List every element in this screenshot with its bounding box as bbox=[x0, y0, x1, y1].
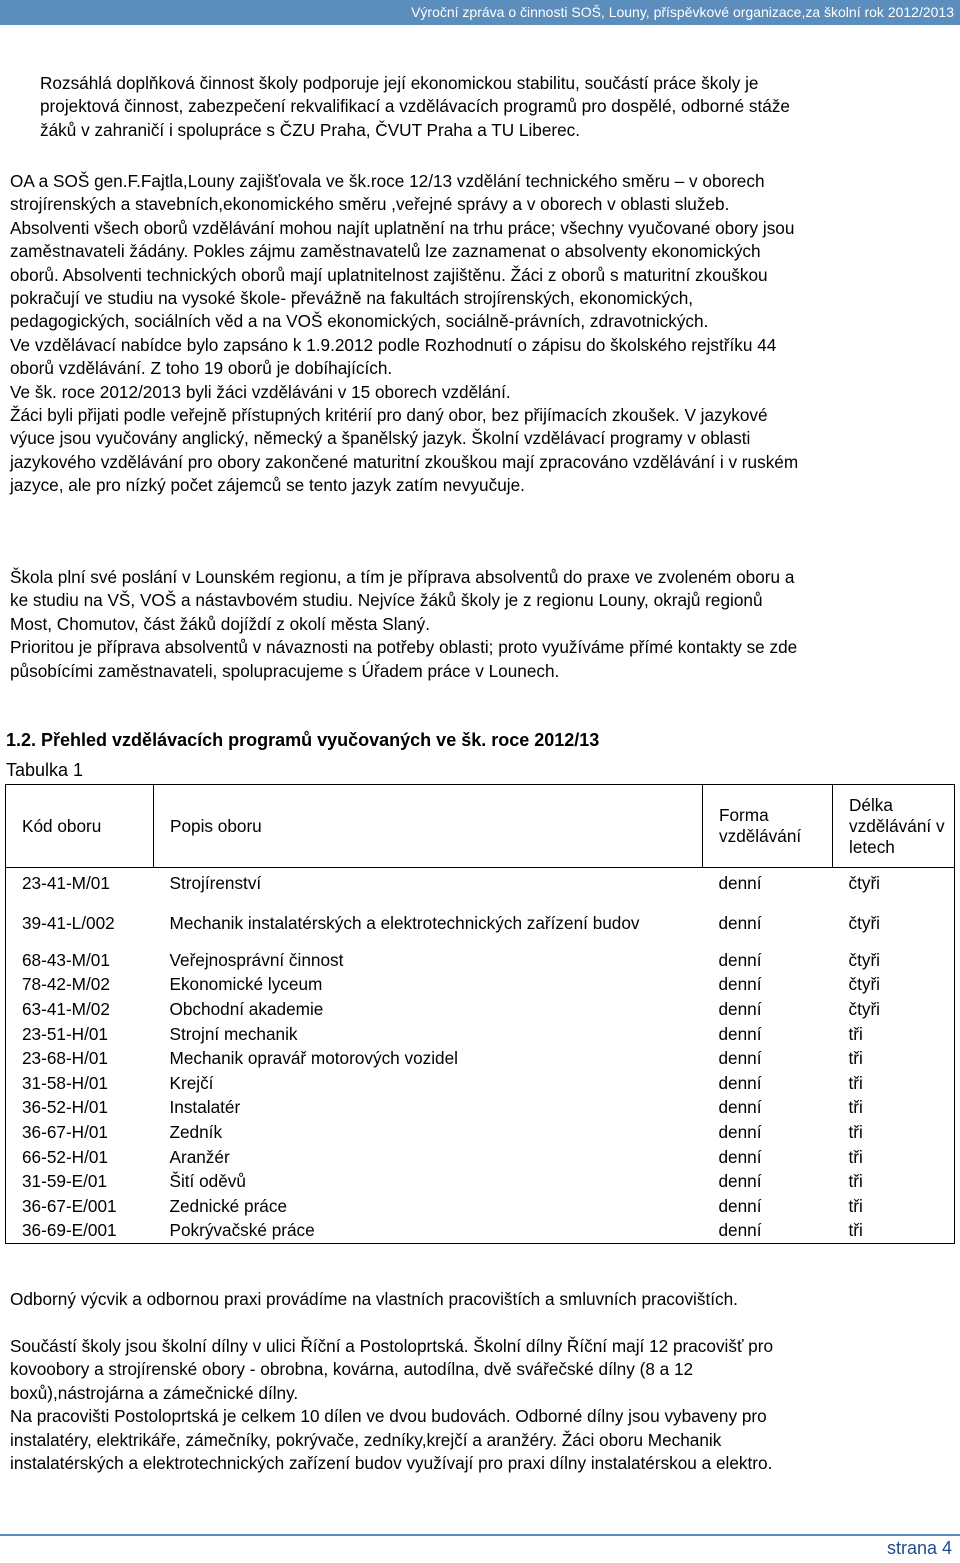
cell-code: 36-69-E/001 bbox=[6, 1219, 154, 1244]
intro-paragraph bbox=[40, 72, 950, 142]
cell-code: 78-42-M/02 bbox=[6, 973, 154, 998]
cell-length: tři bbox=[833, 1096, 955, 1121]
text-line: Absolventi všech oborů vzdělávání mohou najít uplatnění na trhu práce; všechny vyučované obory jsou bbox=[10, 217, 795, 238]
cell-description: Krejčí bbox=[169, 1072, 214, 1093]
cell-code: 68-43-M/01 bbox=[6, 948, 154, 973]
table-row bbox=[6, 973, 955, 998]
cell-length: tři bbox=[833, 1194, 955, 1219]
page-number: strana 4 bbox=[886, 1538, 952, 1558]
text-line: pedagogických, sociálních věd a na VOŠ ekonomických, sociálně-právních, zdravotnických. bbox=[10, 311, 709, 332]
text-line: pokračují ve studiu na vysoké škole- převážně na fakultách strojírenských, ekonomických, bbox=[10, 288, 694, 309]
text-line: žáků v zahraničí i spolupráce s ČZU Praha, ČVUT Praha a TU Liberec. bbox=[40, 119, 581, 140]
cell-code: 36-67-E/001 bbox=[6, 1194, 154, 1219]
table-row bbox=[6, 1071, 955, 1096]
header-length: Délka vzdělávání v letech bbox=[833, 785, 955, 868]
cell-code: 36-67-H/01 bbox=[6, 1120, 154, 1145]
table-header-row bbox=[6, 785, 955, 868]
cell-length: tři bbox=[833, 1046, 955, 1071]
programs-table bbox=[5, 784, 955, 1244]
cell-description: Obchodní akademie bbox=[169, 998, 324, 1019]
header-code: Kód oboru bbox=[6, 785, 154, 868]
workshops-paragraph bbox=[10, 1335, 950, 1475]
cell-code: 66-52-H/01 bbox=[6, 1145, 154, 1170]
text-line: strojírenských a stavebních,ekonomického směru ,veřejné správy a v oborech v oblasti služeb. bbox=[10, 194, 730, 215]
footer-divider bbox=[0, 1534, 960, 1536]
cell-form: denní bbox=[718, 1171, 762, 1192]
text-line: ke studiu na VŠ, VOŠ a nástavbovém studiu. Nejvíce žáků školy je z regionu Louny, okrajů regionů bbox=[10, 590, 763, 611]
table-row bbox=[6, 1219, 955, 1244]
text-line: působícími zaměstnavateli, spolupracujeme s Úřadem práce v Lounech. bbox=[10, 660, 560, 681]
cell-form: denní bbox=[718, 912, 762, 933]
table-row bbox=[6, 1046, 955, 1071]
cell-description: Zednické práce bbox=[169, 1195, 288, 1216]
cell-form: denní bbox=[718, 949, 762, 970]
header-title: Výroční zpráva o činnosti SOŠ, Louny, příspěvkové organizace,za školní rok 2012/2013 bbox=[411, 4, 954, 20]
table-row bbox=[6, 1194, 955, 1219]
cell-form: denní bbox=[718, 1097, 762, 1118]
cell-description: Šití oděvů bbox=[169, 1171, 246, 1192]
section-heading: 1.2. Přehled vzdělávacích programů vyučovaných ve šk. roce 2012/13 bbox=[6, 730, 600, 750]
cell-code: 63-41-M/02 bbox=[6, 997, 154, 1022]
table-caption: Tabulka 1 bbox=[6, 760, 84, 780]
cell-length: tři bbox=[833, 1145, 955, 1170]
table-row bbox=[6, 948, 955, 973]
cell-description: Mechanik opravář motorových vozidel bbox=[169, 1048, 458, 1069]
cell-length: čtyři bbox=[833, 973, 955, 998]
cell-description: Veřejnosprávní činnost bbox=[169, 949, 344, 970]
cell-description: Zedník bbox=[169, 1121, 223, 1142]
cell-description: Instalatér bbox=[169, 1097, 241, 1118]
cell-form: denní bbox=[703, 1219, 833, 1244]
table-row bbox=[6, 1145, 955, 1170]
cell-description: Mechanik instalatérských a elektrotechnických zařízení budov bbox=[169, 912, 640, 933]
cell-code: 31-58-H/01 bbox=[6, 1071, 154, 1096]
cell-description: Pokrývačské práce bbox=[154, 1219, 703, 1244]
text-line: jazyce, ale pro nízký počet zájemců se tento jazyk zatím nevyučuje. bbox=[10, 475, 525, 496]
text-line: kovoobory a strojírenské obory - obrobna, kovárna, autodílna, dvě svářečské dílny (8 a 12 bbox=[10, 1359, 694, 1380]
cell-form: denní bbox=[718, 1048, 762, 1069]
cell-code: 36-52-H/01 bbox=[6, 1096, 154, 1121]
training-note: Odborný výcvik a odbornou praxi provádíme na vlastních pracovištích a smluvních pracovištích. bbox=[10, 1289, 738, 1309]
table-row bbox=[6, 1096, 955, 1121]
cell-form: denní bbox=[718, 1121, 762, 1142]
text-line: instalatérských a elektrotechnických zařízení budov využívají pro praxi dílny instalatérskou a elektro. bbox=[10, 1453, 773, 1474]
cell-length: čtyři bbox=[833, 948, 955, 973]
cell-code: 23-41-M/01 bbox=[6, 868, 154, 899]
cell-length: tři bbox=[833, 1071, 955, 1096]
table-row bbox=[6, 1120, 955, 1145]
cell-code: 23-51-H/01 bbox=[6, 1022, 154, 1047]
table-row bbox=[6, 1169, 955, 1194]
text-line: Ve šk. roce 2012/2013 byli žáci vzděláváni v 15 oborech vzdělání. bbox=[10, 381, 511, 402]
cell-code: 23-68-H/01 bbox=[6, 1046, 154, 1071]
cell-length: tři bbox=[833, 1219, 955, 1244]
text-line: boxů),nástrojárna a zámečnické dílny. bbox=[10, 1382, 299, 1403]
cell-form: denní bbox=[718, 1072, 762, 1093]
text-line: projektová činnost, zabezpečení rekvalifikací a vzdělávacích programů pro dospělé, odborné stáže bbox=[40, 96, 790, 117]
text-line: oborů. Absolventi technických oborů mají uplatnitelnost zajištěnu. Žáci z oborů s maturitní zkouškou bbox=[10, 264, 768, 285]
cell-length: čtyři bbox=[833, 868, 955, 899]
text-line: výuce jsou vyučovány anglický, německý a španělský jazyk. Školní vzdělávací programy v oblasti bbox=[10, 428, 751, 449]
cell-form: denní bbox=[718, 1023, 762, 1044]
mission-paragraph bbox=[10, 566, 950, 683]
cell-description: Aranžér bbox=[169, 1146, 230, 1167]
text-line: Žáci byli přijati podle veřejně přístupných kritérií pro daný obor, bez přijímacích zkoušek. V jazykové bbox=[10, 405, 768, 426]
table-row bbox=[6, 1022, 955, 1047]
text-line: Rozsáhlá doplňková činnost školy podporuje její ekonomickou stabilitu, součástí práce školy je bbox=[40, 73, 759, 93]
cell-form: denní bbox=[718, 1146, 762, 1167]
cell-code: 39-41-L/002 bbox=[6, 898, 154, 948]
table-row bbox=[6, 898, 955, 948]
cell-length: čtyři bbox=[833, 898, 955, 948]
cell-length: tři bbox=[833, 1169, 955, 1194]
text-line: Ve vzdělávací nabídce bylo zapsáno k 1.9.2012 podle Rozhodnutí o zápisu do školského rejstříku 44 bbox=[10, 334, 777, 355]
cell-form: denní bbox=[718, 872, 762, 893]
cell-length: čtyři bbox=[833, 997, 955, 1022]
cell-description: Ekonomické lyceum bbox=[169, 974, 323, 995]
text-line: instalatéry, elektrikáře, zámečníky, pokrývače, zedníky,krejčí a aranžéry. Žáci oboru Mechanik bbox=[10, 1429, 722, 1450]
cell-length: tři bbox=[833, 1120, 955, 1145]
table-row bbox=[6, 997, 955, 1022]
header-description: Popis oboru bbox=[154, 785, 703, 868]
text-line: jazykového vzdělávání pro obory zakončené maturitní zkouškou mají zpracováno vzdělávání i v ruském bbox=[10, 451, 799, 472]
table-row bbox=[6, 868, 955, 899]
text-line: Most, Chomutov, část žáků dojíždí z okolí města Slaný. bbox=[10, 613, 430, 634]
text-line: OA a SOŠ gen.F.Fajtla,Louny zajišťovala ve šk.roce 12/13 vzdělání technického směru – v oborech bbox=[10, 171, 765, 191]
header-form: Forma vzdělávání bbox=[703, 785, 833, 868]
text-line: zaměstnavateli žádány. Pokles zájmu zaměstnavatelů lze zaznamenat o absolventy ekonomických bbox=[10, 241, 761, 262]
cell-description: Strojírenství bbox=[169, 872, 262, 893]
text-line: Prioritou je příprava absolventů v návaznosti na potřeby oblasti; proto využíváme přímé kontakty se zde bbox=[10, 637, 798, 658]
cell-form: denní bbox=[718, 998, 762, 1019]
cell-description: Strojní mechanik bbox=[169, 1023, 298, 1044]
text-line: Na pracovišti Postoloprtská je celkem 10 dílen ve dvou budovách. Odborné dílny jsou vybaveny pro bbox=[10, 1406, 767, 1427]
cell-form: denní bbox=[718, 974, 762, 995]
cell-length: tři bbox=[833, 1022, 955, 1047]
cell-form: denní bbox=[718, 1195, 762, 1216]
text-line: Součástí školy jsou školní dílny v ulici Říční a Postoloprtská. Školní dílny Říční mají 12 pracovišť pro bbox=[10, 1336, 774, 1356]
study-programs-text bbox=[10, 170, 950, 498]
text-line: oborů vzdělávání. Z toho 19 oborů je dobíhajících. bbox=[10, 358, 393, 379]
text-line: Škola plní své poslání v Lounském regionu, a tím je příprava absolventů do praxe ve zvoleném oboru a bbox=[10, 567, 795, 587]
cell-code: 31-59-E/01 bbox=[6, 1169, 154, 1194]
page-header bbox=[0, 0, 960, 25]
